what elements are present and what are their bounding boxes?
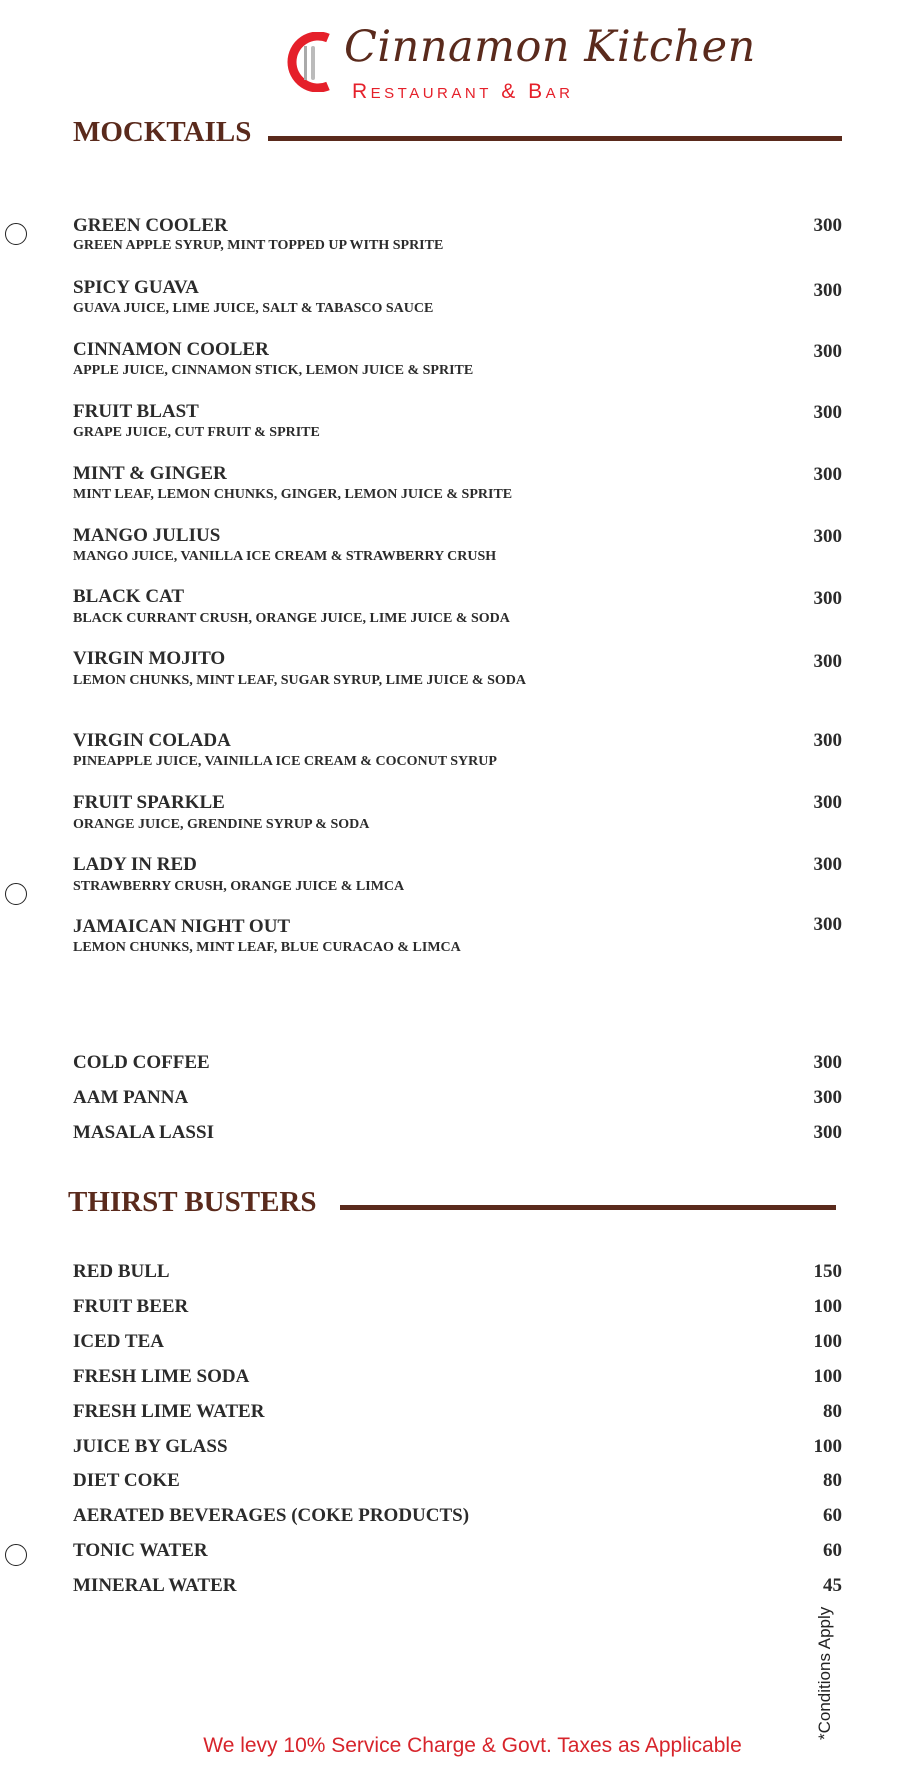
item-price: 300	[813, 1122, 842, 1143]
item-price: 300	[813, 651, 842, 672]
logo-tagline: Restaurant & Bar	[352, 80, 574, 103]
item-name: CINNAMON COOLER	[73, 339, 269, 360]
item-price: 300	[813, 1052, 842, 1073]
item-name: FRESH LIME WATER	[73, 1400, 265, 1422]
item-description: STRAWBERRY CRUSH, ORANGE JUICE & LIMCA	[73, 879, 405, 894]
item-name: MINT & GINGER	[73, 463, 227, 484]
item-price: 300	[813, 341, 842, 362]
item-name: SPICY GUAVA	[73, 277, 199, 298]
item-price: 300	[813, 402, 842, 423]
item-price: 300	[813, 588, 842, 609]
item-name: GREEN COOLER	[73, 215, 228, 236]
item-name: FRUIT BEER	[73, 1295, 189, 1317]
item-price: 45	[823, 1575, 842, 1597]
item-name: RED BULL	[73, 1261, 170, 1282]
item-price: 300	[813, 464, 842, 485]
item-price: 60	[823, 1540, 842, 1562]
logo-mark	[284, 32, 330, 92]
binder-hole	[5, 883, 27, 905]
heading-rule	[268, 136, 842, 141]
item-name: BLACK CAT	[73, 586, 185, 607]
item-name: COLD COFFEE	[73, 1052, 210, 1073]
item-name: AAM PANNA	[73, 1087, 189, 1108]
logo-name: Cinnamon Kitchen	[344, 22, 756, 72]
conditions-note: *Conditions Apply	[815, 1606, 834, 1740]
item-name: ICED TEA	[73, 1330, 164, 1352]
item-name: JAMAICAN NIGHT OUT	[73, 916, 291, 937]
item-price: 300	[813, 730, 842, 751]
item-price: 300	[813, 526, 842, 547]
binder-hole	[5, 223, 27, 245]
item-name: DIET COKE	[73, 1470, 180, 1492]
item-description: ORANGE JUICE, GRENDINE SYRUP & SODA	[73, 817, 370, 832]
mocktails-heading: MOCKTAILS	[73, 116, 252, 148]
item-name: AERATED BEVERAGES (COKE PRODUCTS)	[73, 1505, 470, 1527]
item-price: 300	[813, 792, 842, 813]
item-price: 100	[813, 1330, 842, 1352]
service-charge-note: We levy 10% Service Charge & Govt. Taxes as Applicable	[203, 1734, 742, 1757]
item-price: 60	[823, 1505, 842, 1527]
item-price: 300	[813, 280, 842, 301]
item-name: MASALA LASSI	[73, 1122, 214, 1143]
item-description: GUAVA JUICE, LIME JUICE, SALT & TABASCO SAUCE	[73, 301, 434, 316]
item-name: FRUIT BLAST	[73, 401, 199, 422]
binder-hole	[5, 1544, 27, 1566]
item-price: 150	[813, 1261, 842, 1282]
item-price: 100	[813, 1365, 842, 1387]
item-description: LEMON CHUNKS, MINT LEAF, BLUE CURACAO & LIMCA	[73, 940, 461, 955]
item-price: 300	[813, 1087, 842, 1108]
item-name: JUICE BY GLASS	[73, 1435, 228, 1457]
item-description: BLACK CURRANT CRUSH, ORANGE JUICE, LIME JUICE & SODA	[73, 611, 510, 626]
item-price: 300	[813, 914, 842, 935]
item-description: MANGO JUICE, VANILLA ICE CREAM & STRAWBERRY CRUSH	[73, 549, 497, 564]
item-description: PINEAPPLE JUICE, VAINILLA ICE CREAM & COCONUT SYRUP	[73, 754, 497, 769]
item-description: GRAPE JUICE, CUT FRUIT & SPRITE	[73, 425, 320, 440]
item-price: 100	[813, 1295, 842, 1317]
item-name: FRESH LIME SODA	[73, 1365, 250, 1387]
item-name: VIRGIN MOJITO	[73, 648, 226, 669]
heading-rule	[340, 1205, 836, 1210]
item-price: 80	[823, 1400, 842, 1422]
thirst-busters-heading: THIRST BUSTERS	[68, 1186, 317, 1218]
item-price: 300	[813, 854, 842, 875]
item-description: MINT LEAF, LEMON CHUNKS, GINGER, LEMON JUICE & SPRITE	[73, 487, 513, 502]
item-name: MINERAL WATER	[73, 1575, 237, 1597]
item-description: GREEN APPLE SYRUP, MINT TOPPED UP WITH SPRITE	[73, 238, 444, 253]
item-name: VIRGIN COLADA	[73, 730, 231, 751]
item-description: APPLE JUICE, CINNAMON STICK, LEMON JUICE & SPRITE	[73, 363, 474, 378]
item-price: 100	[813, 1435, 842, 1457]
item-price: 80	[823, 1470, 842, 1492]
item-description: LEMON CHUNKS, MINT LEAF, SUGAR SYRUP, LIME JUICE & SODA	[73, 673, 526, 688]
item-price: 300	[813, 215, 842, 236]
item-name: MANGO JULIUS	[73, 525, 221, 546]
item-name: LADY IN RED	[73, 854, 197, 875]
item-name: FRUIT SPARKLE	[73, 792, 225, 813]
item-name: TONIC WATER	[73, 1540, 208, 1562]
